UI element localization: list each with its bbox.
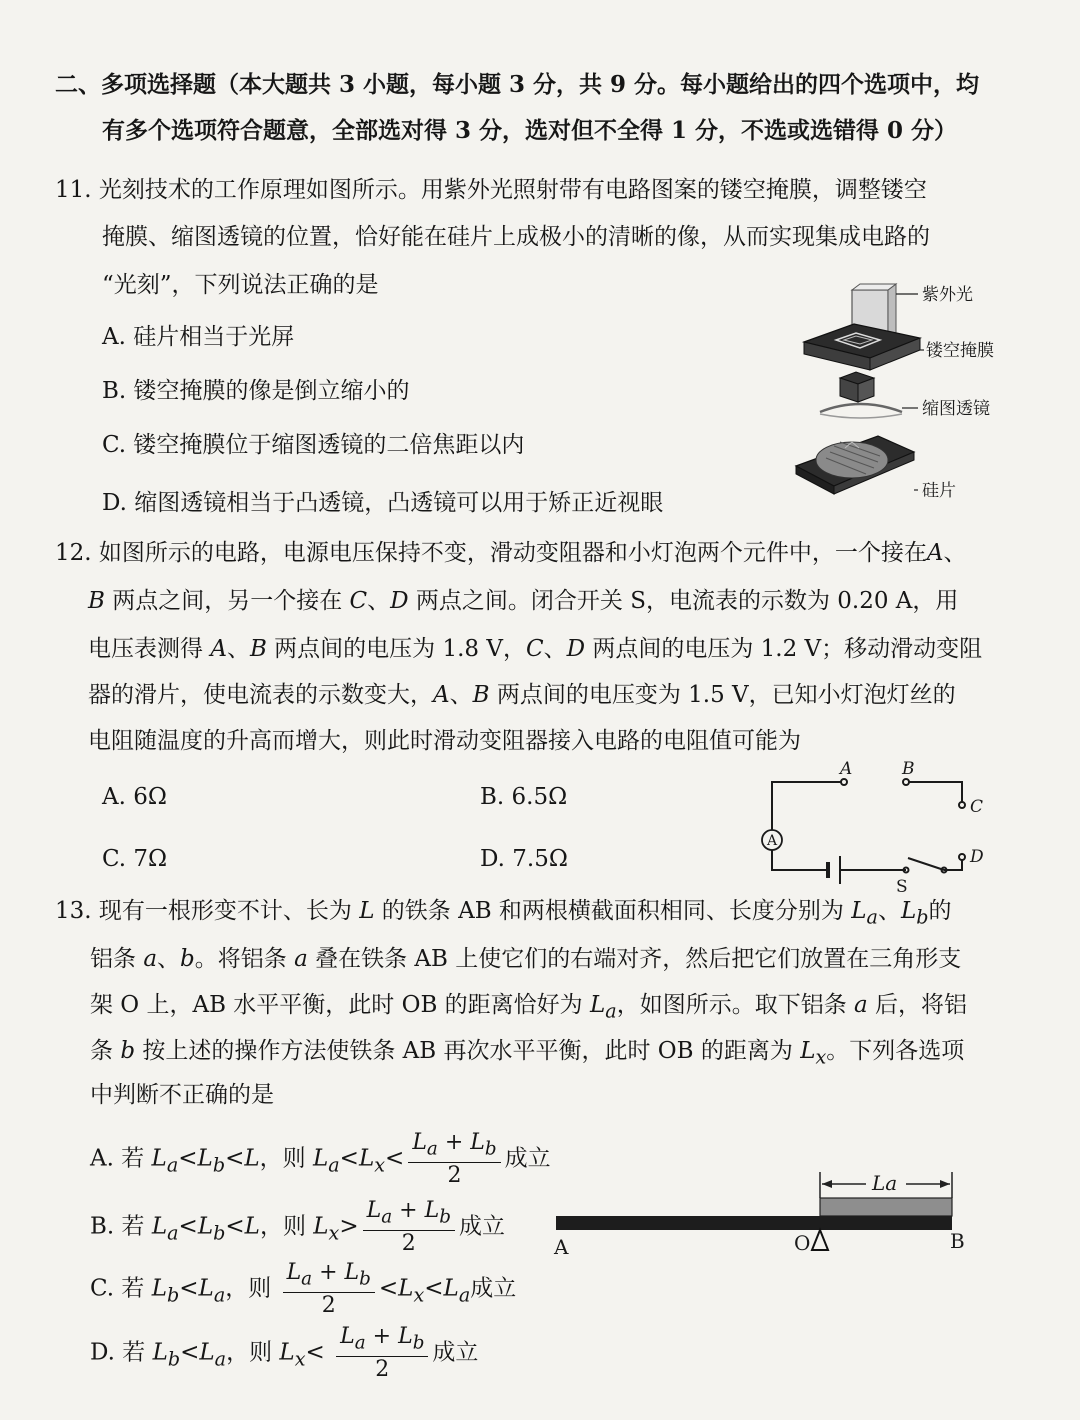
q11-option-b[interactable] bbox=[102, 376, 410, 406]
opt-word: ，则 bbox=[259, 1213, 306, 1240]
op: < bbox=[305, 1339, 325, 1366]
op: < bbox=[225, 1145, 245, 1172]
q13-option-d[interactable] bbox=[90, 1324, 478, 1384]
q12-text: 两点间的电压变为 1.5 V，已知小灯泡灯丝的 bbox=[489, 682, 956, 708]
q13-stem-line2: 铝条 a、b。将铝条 a 叠在铁条 AB 上使它们的右端对齐，然后把它们放置在三角形支 bbox=[90, 946, 962, 972]
q13-text: 条 bbox=[90, 1038, 121, 1064]
q12-var: B bbox=[88, 588, 105, 614]
q13-text: 。将铝条 bbox=[194, 946, 295, 972]
label-a-end: A bbox=[554, 1235, 569, 1259]
q13-number: 13. bbox=[55, 898, 92, 924]
q13-sub: a bbox=[328, 1153, 340, 1177]
q13-sub: b bbox=[167, 1283, 180, 1307]
option-label: A. bbox=[90, 1145, 114, 1172]
q12-stem-line5: 电阻随温度的升高而增大，则此时滑动变阻器接入电路的电阻值可能为 bbox=[88, 728, 801, 754]
option-label: B. bbox=[480, 784, 505, 810]
q12-text: 两点之间。闭合开关 S，电流表的示数为 0.20 A，用 bbox=[408, 588, 959, 614]
fraction bbox=[336, 1324, 428, 1383]
q11-option-c[interactable] bbox=[102, 430, 524, 460]
option-text: 6.5Ω bbox=[511, 784, 568, 810]
q12-stem-line4 bbox=[88, 680, 956, 710]
q13-text: 。下列各选项 bbox=[826, 1038, 965, 1064]
option-text: 6Ω bbox=[133, 784, 167, 810]
q12-sep: 、 bbox=[367, 588, 391, 614]
q11-option-d[interactable] bbox=[102, 488, 663, 518]
option-label: D. bbox=[90, 1339, 115, 1366]
opt-word: ，则 bbox=[226, 1339, 273, 1366]
q13-var: L bbox=[199, 1339, 215, 1366]
option-text: 7Ω bbox=[133, 846, 168, 872]
q13-text: 架 O 上，AB 水平平衡，此时 OB 的距离恰好为 bbox=[90, 992, 590, 1018]
op: + bbox=[444, 1130, 464, 1155]
q12-var: C bbox=[525, 636, 544, 662]
q12-text: 两点之间，另一个接在 bbox=[104, 588, 350, 614]
option-label: D. bbox=[480, 846, 505, 872]
option-text: 7.5Ω bbox=[512, 846, 568, 872]
q13-sub: b bbox=[167, 1347, 181, 1371]
op: + bbox=[319, 1260, 338, 1285]
q12-option-b[interactable] bbox=[480, 782, 567, 812]
q12-sep: 、 bbox=[226, 636, 250, 662]
q13-sub: b bbox=[484, 1138, 497, 1160]
q13-var: L bbox=[443, 1275, 459, 1302]
q13-var: L bbox=[286, 1260, 302, 1285]
label-mask: 镂空掩膜 bbox=[926, 341, 994, 361]
op: < bbox=[178, 1213, 198, 1240]
q13-stem-line5: 中判断不正确的是 bbox=[90, 1082, 274, 1108]
aluminum-strip bbox=[820, 1198, 952, 1216]
option-label: A. bbox=[102, 324, 126, 350]
q11-option-a[interactable] bbox=[102, 322, 294, 352]
q13-var: L bbox=[366, 1198, 382, 1223]
fraction bbox=[408, 1130, 500, 1189]
option-text: 硅片相当于光屏 bbox=[133, 324, 295, 350]
q12-var: A bbox=[926, 540, 944, 566]
option-label: C. bbox=[90, 1275, 115, 1302]
op: < bbox=[178, 1145, 198, 1172]
option-text: 缩图透镜相当于凸透镜，凸透镜可以用于矫正近视眼 bbox=[134, 490, 664, 516]
q13-var: L bbox=[197, 1145, 213, 1172]
q13-text: 的铁条 AB 和两根横截面积相同、长度分别为 bbox=[374, 898, 852, 924]
op: > bbox=[339, 1213, 359, 1240]
q13-sub: b bbox=[916, 905, 929, 929]
q11-stem-line3: “光刻”，下列说法正确的是 bbox=[102, 272, 379, 298]
opt-word: 成立 bbox=[470, 1275, 517, 1302]
q12-text: 器的滑片，使电流表的示数变大， bbox=[88, 682, 433, 708]
q12-stem-line2 bbox=[88, 586, 958, 616]
option-label: A. bbox=[102, 784, 126, 810]
q13-var: L bbox=[851, 898, 867, 924]
q13-sub: a bbox=[866, 905, 878, 929]
q12-sep: 、 bbox=[543, 636, 567, 662]
op: + bbox=[372, 1324, 392, 1349]
opt-word: 成立 bbox=[504, 1145, 551, 1172]
opt-word: 若 bbox=[121, 1145, 145, 1172]
opt-word: 若 bbox=[121, 1213, 145, 1240]
option-text: 镂空掩膜的像是倒立缩小的 bbox=[133, 378, 410, 404]
option-label: B. bbox=[102, 378, 127, 404]
q13-sub: a bbox=[214, 1347, 227, 1371]
fulcrum bbox=[812, 1230, 828, 1250]
q13-sub: a bbox=[426, 1138, 438, 1160]
q13-var: L bbox=[800, 1038, 816, 1064]
opt-word: ，则 bbox=[225, 1275, 272, 1302]
q13-var: L bbox=[344, 1260, 360, 1285]
label-o: O bbox=[794, 1231, 811, 1255]
q13-var: L bbox=[590, 992, 606, 1018]
section-instructions: 有多个选项符合题意，全部选对得 3 分，选对但不全得 1 分，不选或选错得 0 分） bbox=[102, 117, 958, 144]
q13-var: L bbox=[313, 1213, 329, 1240]
q13-var: L bbox=[244, 1145, 260, 1172]
section-title: 二、多项选择题（本大题共 3 小题，每小题 3 分，共 9 分。每小题给出的四个选项中，均 bbox=[55, 71, 980, 98]
reduction-lens bbox=[820, 404, 902, 412]
q13-sub: a bbox=[458, 1283, 471, 1307]
q13-lever-figure bbox=[548, 1160, 978, 1260]
q13-var: b bbox=[120, 1038, 136, 1064]
q13-var: a bbox=[143, 946, 158, 972]
q12-number: 12. bbox=[55, 540, 92, 566]
fraction bbox=[283, 1260, 375, 1319]
q13-var: a bbox=[854, 992, 868, 1018]
q13-text: 铝条 bbox=[90, 946, 144, 972]
q12-sep: 、 bbox=[943, 540, 967, 566]
q12-text: 两点间的电压为 1.8 V， bbox=[266, 636, 526, 662]
iron-bar bbox=[556, 1216, 952, 1230]
q13-text: 叠在铁条 AB 上使它们的右端对齐，然后把它们放置在三角形支 bbox=[307, 946, 962, 972]
option-label: C. bbox=[102, 432, 127, 458]
frac-den: 2 bbox=[321, 1293, 336, 1319]
q13-sub: a bbox=[166, 1153, 179, 1177]
q12-var: D bbox=[566, 636, 586, 662]
q13-sub: b bbox=[213, 1221, 226, 1245]
label-b-end: B bbox=[950, 1229, 965, 1253]
opt-word: ，则 bbox=[259, 1145, 306, 1172]
q12-sep: 、 bbox=[449, 682, 473, 708]
op: < bbox=[225, 1213, 245, 1240]
switch-label-s: S bbox=[896, 877, 908, 897]
q13-var: L bbox=[359, 898, 375, 924]
q13-var: L bbox=[279, 1339, 295, 1366]
op: < bbox=[180, 1339, 200, 1366]
option-text: 镂空掩膜位于缩图透镜的二倍焦距以内 bbox=[133, 432, 525, 458]
q13-var: L bbox=[412, 1130, 427, 1155]
op: < bbox=[179, 1275, 199, 1302]
q13-var: L bbox=[358, 1145, 375, 1172]
ammeter-symbol: A bbox=[767, 833, 778, 849]
q13-sub: a bbox=[213, 1283, 226, 1307]
frac-den: 2 bbox=[375, 1357, 390, 1383]
q12-var: B bbox=[249, 636, 267, 662]
q12-stem-line3 bbox=[88, 634, 982, 664]
q12-var: B bbox=[472, 682, 490, 708]
op: < bbox=[339, 1145, 359, 1172]
label-uv-light: 紫外光 bbox=[922, 285, 973, 305]
q13-text: ，如图所示。取下铝条 bbox=[616, 992, 855, 1018]
q13-var: L bbox=[398, 1324, 413, 1349]
q13-var: L bbox=[151, 1213, 168, 1240]
q13-sub: x bbox=[294, 1347, 306, 1371]
q13-sub: a bbox=[354, 1332, 366, 1354]
q12-option-c[interactable] bbox=[102, 844, 167, 874]
option-label: C. bbox=[102, 846, 127, 872]
q13-var: L bbox=[470, 1130, 485, 1155]
q12-text: 两点间的电压为 1.2 V；移动滑动变阻 bbox=[585, 636, 983, 662]
q11-lithography-figure bbox=[790, 280, 1020, 520]
q13-text: 现有一根形变不计、长为 bbox=[98, 898, 360, 924]
q13-sub: a bbox=[301, 1268, 313, 1290]
q13-sub: x bbox=[815, 1045, 827, 1069]
q12-text: 如图所示的电路，电源电压保持不变，滑动变阻器和小灯泡两个元件中，一个接在 bbox=[98, 540, 927, 566]
q12-var: C bbox=[349, 588, 368, 614]
q13-var: L bbox=[900, 898, 917, 924]
fraction bbox=[363, 1198, 455, 1257]
label-la: La bbox=[872, 1171, 898, 1195]
q13-stem-line4 bbox=[90, 1036, 964, 1073]
q12-option-d[interactable] bbox=[480, 844, 568, 874]
circuit-label-a: A bbox=[840, 759, 853, 779]
opt-word: 成立 bbox=[432, 1339, 479, 1366]
q13-var: L bbox=[152, 1339, 168, 1366]
q13-var: L bbox=[244, 1213, 260, 1240]
q13-sub: b bbox=[439, 1206, 451, 1228]
circuit-label-c: C bbox=[970, 797, 984, 817]
q13-var: L bbox=[398, 1275, 414, 1302]
q11-stem-line1 bbox=[55, 175, 927, 205]
q13-var: L bbox=[151, 1275, 167, 1302]
q13-sub: a bbox=[605, 999, 617, 1023]
q13-option-a[interactable] bbox=[90, 1130, 551, 1190]
q13-text: 的 bbox=[928, 898, 952, 924]
q13-text: 后，将铝 bbox=[867, 992, 968, 1018]
q13-stem-line3 bbox=[90, 990, 967, 1027]
option-label: D. bbox=[102, 490, 127, 516]
q13-sub: b bbox=[359, 1268, 371, 1290]
q13-stem-line1: 13. 现有一根形变不计、长为 L 的铁条 AB 和两根横截面积相同、长度分别为 $L_a$、$L_b$的 bbox=[55, 898, 952, 929]
q11-stem-text1: 光刻技术的工作原理如图所示。用紫外光照射带有电路图案的镂空掩膜，调整镂空 bbox=[98, 177, 927, 203]
q13-sub: x bbox=[413, 1283, 425, 1307]
q13-var: b bbox=[180, 946, 195, 972]
q13-sub: x bbox=[374, 1153, 386, 1177]
q12-text: 电压表测得 bbox=[88, 636, 211, 662]
q13-text: 按上述的操作方法使铁条 AB 再次水平平衡，此时 OB 的距离为 bbox=[135, 1038, 801, 1064]
op: < bbox=[424, 1275, 444, 1302]
q13-sub: b bbox=[212, 1153, 226, 1177]
q13-sub: b bbox=[412, 1332, 425, 1354]
q12-circuit-diagram bbox=[748, 760, 998, 895]
q13-option-c[interactable] bbox=[90, 1260, 516, 1320]
q12-var: D bbox=[390, 588, 409, 614]
opt-word: 若 bbox=[121, 1275, 145, 1302]
q12-stem-line1 bbox=[55, 538, 967, 568]
label-wafer: 硅片 bbox=[922, 481, 956, 501]
frac-den: 2 bbox=[447, 1163, 462, 1189]
q13-var: L bbox=[312, 1145, 329, 1172]
q13-option-b[interactable] bbox=[90, 1198, 505, 1258]
q13-sub: a bbox=[381, 1206, 393, 1228]
label-lens: 缩图透镜 bbox=[922, 399, 990, 419]
q11-number: 11. bbox=[55, 177, 92, 203]
circuit-label-b: B bbox=[902, 759, 915, 779]
q13-var: a bbox=[294, 946, 308, 972]
q13-var: L bbox=[151, 1145, 167, 1172]
q13-var: L bbox=[424, 1198, 440, 1223]
q13-var: L bbox=[197, 1213, 214, 1240]
q13-sub: x bbox=[328, 1221, 340, 1245]
q12-var: A bbox=[433, 682, 450, 708]
q13-sub: a bbox=[167, 1221, 179, 1245]
option-label: B. bbox=[90, 1213, 115, 1240]
frac-den: 2 bbox=[401, 1231, 416, 1257]
q12-option-a[interactable] bbox=[102, 782, 167, 812]
q11-stem-line2: 掩膜、缩图透镜的位置，恰好能在硅片上成极小的清晰的像，从而实现集成电路的 bbox=[102, 224, 930, 250]
q12-var: A bbox=[210, 636, 227, 662]
op: < bbox=[378, 1275, 399, 1302]
op: + bbox=[399, 1198, 418, 1223]
q13-var: L bbox=[340, 1324, 355, 1349]
opt-word: 成立 bbox=[458, 1213, 505, 1240]
q13-var: L bbox=[198, 1275, 214, 1302]
opt-word: 若 bbox=[122, 1339, 146, 1366]
circuit-label-d: D bbox=[970, 847, 984, 867]
op: < bbox=[385, 1145, 405, 1172]
